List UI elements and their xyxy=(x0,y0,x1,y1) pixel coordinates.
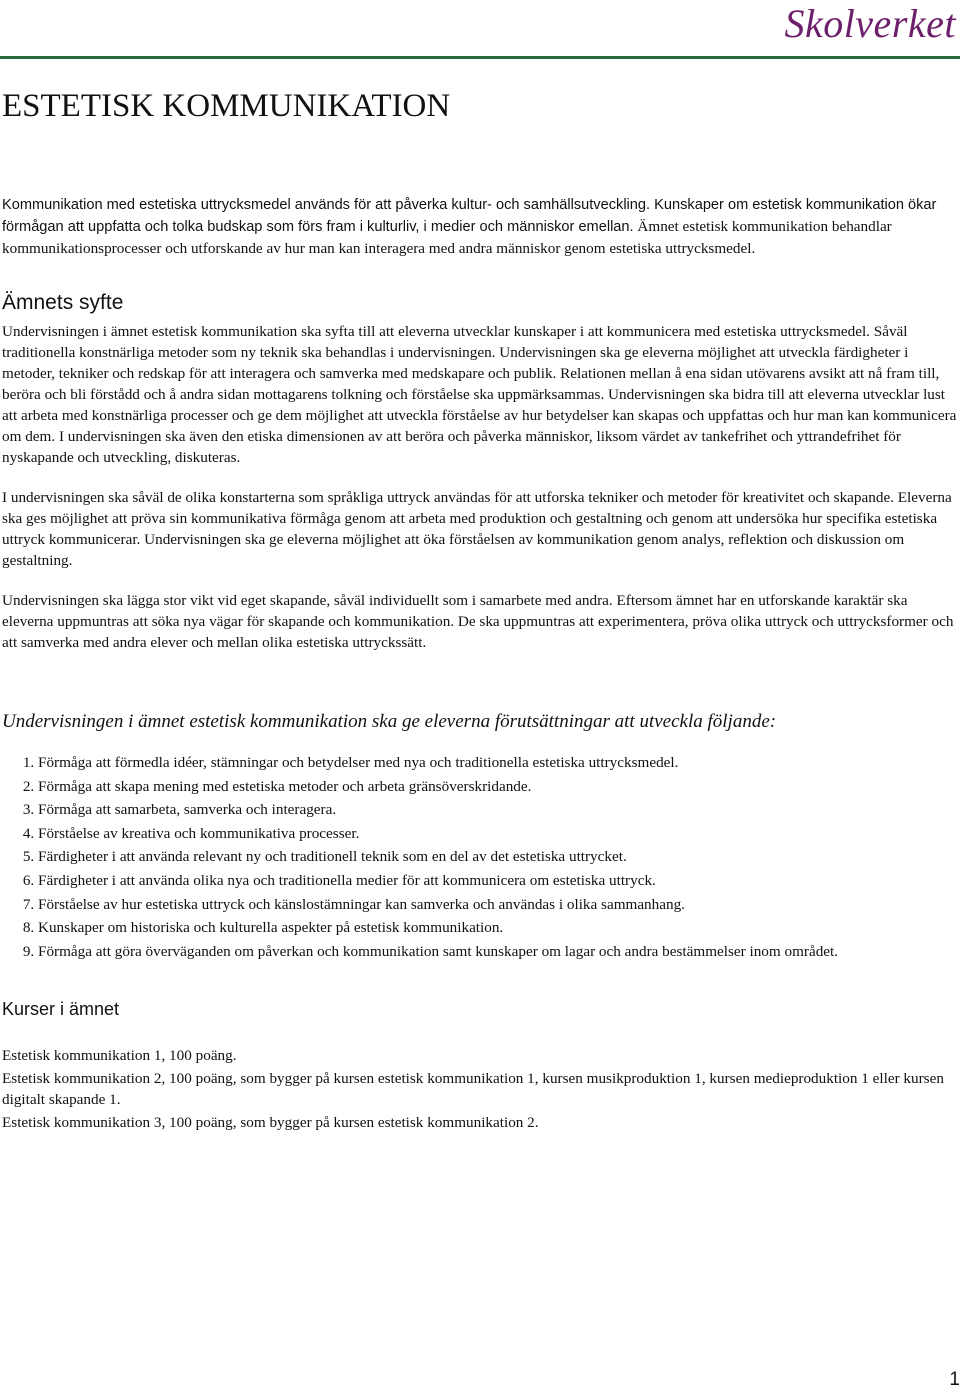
intro-text-part1: Kommunikation med estetiska uttrycksmedel används för att påverka kultur- och samhällsutveckling. Kunskaper om estetisk kommunikation ökar förmågan att uppfatta och tolka budskap som förs fram i kulturliv, i medier och människor emellan. xyxy=(2,197,937,235)
course-item: Estetisk kommunikation 3, 100 poäng, som bygger på kursen estetisk kommunikation 2. xyxy=(2,1114,539,1132)
header-rule xyxy=(0,56,960,59)
intro-text-part2: Ämnet estetisk kommunikation behandlar kommunikationsprocesser och utforskande av hur man kan interagera med andra människor genom estetiska uttrycksmedel. xyxy=(2,218,892,257)
page-title: ESTETISK KOMMUNIKATION xyxy=(2,88,451,124)
intro-paragraph xyxy=(2,194,958,259)
goals-list xyxy=(2,751,958,963)
courses-heading: Kurser i ämnet xyxy=(2,999,120,1020)
goal-item: 2. Förmåga att skapa mening med estetiska metoder och arbeta gränsöverskridande. xyxy=(38,775,958,799)
goals-heading: Undervisningen i ämnet estetisk kommunikation ska ge eleverna förutsättningar att utveckla följande: xyxy=(2,711,777,732)
goal-item: 4. Förståelse av kreativa och kommunikativa processer. xyxy=(38,822,958,846)
goal-item: 8. Kunskaper om historiska och kulturella aspekter på estetisk kommunikation. xyxy=(38,916,958,940)
course-item: Estetisk kommunikation 2, 100 poäng, som bygger på kursen estetisk kommunikation 1, kursen musikproduktion 1, kursen medieproduktion 1 eller kursen digitalt skapande 1. xyxy=(2,1070,944,1109)
skolverket-logo: Skolverket xyxy=(784,1,956,46)
course-item: Estetisk kommunikation 1, 100 poäng. xyxy=(2,1047,237,1065)
page-number: 1 xyxy=(949,1369,960,1390)
purpose-heading: Ämnets syfte xyxy=(2,291,124,314)
goal-item: 3. Förmåga att samarbeta, samverka och interagera. xyxy=(38,798,958,822)
purpose-paragraph-1: Undervisningen i ämnet estetisk kommunikation ska syfta till att eleverna utvecklar kunskaper i att kommunicera med estetiska uttrycksmedel. Såväl traditionella konstnärliga metoder som ny teknik ska behandlas i undervisningen. Undervisningen ska ge eleverna möjlighet att utveckla färdigheter i metoder, tekniker och redskap för att interagera och samverka med medskapare och publik. Relationen mellan å ena sidan utövarens avsikt att nå fram till, beröra och bli förstådd och å andra sidan mottagarens tolkning och förståelse ska uppmärksammas. Undervisningen ska bidra till att eleverna utvecklar lust att arbeta med konstnärliga processer och ge dem möjlighet att utveckla förståelse av hur betydelser kan skapas och uppfattas och hur man kan kommunicera om dem. I undervisningen ska även den etiska dimensionen av att beröra och påverka människor, liksom värdet av tankefrihet och yttrandefrihet för nyskapande och utveckling, diskuteras. xyxy=(2,323,957,466)
document-body xyxy=(2,194,958,1133)
purpose-paragraph-3: Undervisningen ska lägga stor vikt vid eget skapande, såväl individuellt som i samarbete med andra. Eftersom ämnet har en utforskande karaktär ska eleverna uppmuntras att söka nya vägar för skapande och kommunikation. De ska uppmuntras att experimentera, pröva olika uttryck och uttrycksformer och att samverka med andra elever och mellan olika estetiska uttryckssätt. xyxy=(2,592,954,651)
goal-item: 5. Färdigheter i att använda relevant ny och traditionell teknik som en del av det estetiska uttrycket. xyxy=(38,845,958,869)
goal-item: 9. Förmåga att göra överväganden om påverkan och kommunikation samt kunskaper om lagar och andra bestämmelser inom området. xyxy=(38,940,958,964)
goal-item: 1. Förmåga att förmedla idéer, stämningar och betydelser med nya och traditionella estetiska uttrycksmedel. xyxy=(38,751,958,775)
goal-item: 6. Färdigheter i att använda olika nya och traditionella medier för att kommunicera om estetiska uttryck. xyxy=(38,869,958,893)
goal-item: 7. Förståelse av hur estetiska uttryck och känslostämningar kan samverka och användas i olika sammanhang. xyxy=(38,893,958,917)
purpose-paragraph-2: I undervisningen ska såväl de olika konstarterna som språkliga uttryck användas för att utforska tekniker och metoder för kreativitet och skapande. Eleverna ska ges möjlighet att pröva sin kommunikativa förmåga genom att arbeta med produktion och gestaltning och genom att undersöka hur specifika estetiska uttryck kommunicerar. Undervisningen ska ge eleverna möjlighet att öka förståelsen av kommunikation genom analys, reflektion och diskussion om gestaltning. xyxy=(2,489,952,569)
